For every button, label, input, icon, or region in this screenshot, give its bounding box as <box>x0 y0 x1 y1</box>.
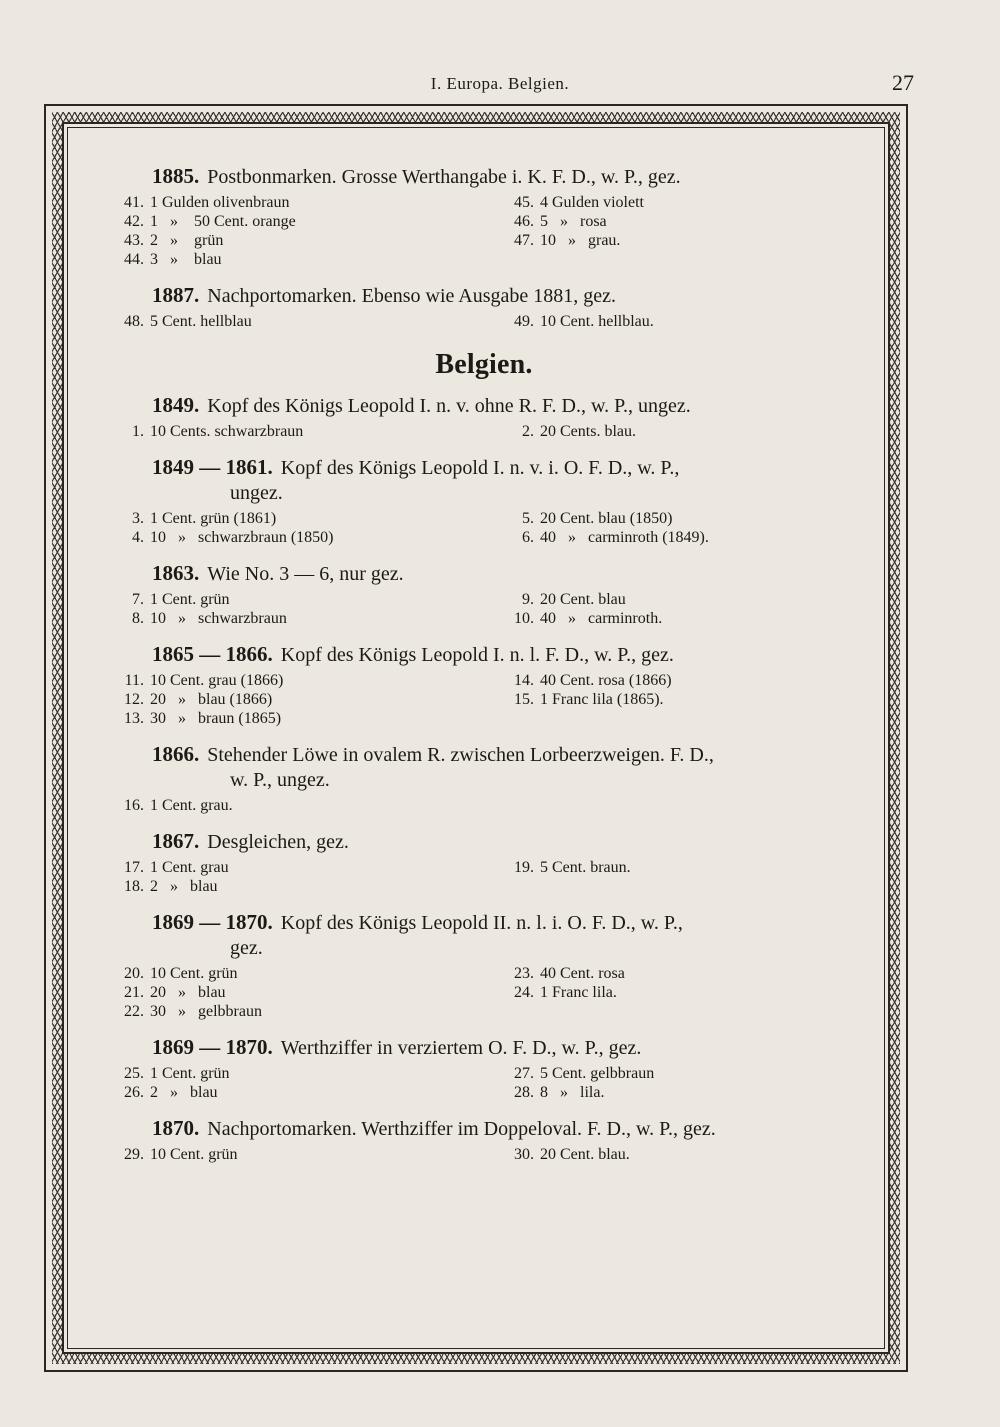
stamp-description: 10 Cents. schwarzbraun <box>150 423 304 440</box>
stamp-row <box>104 231 864 250</box>
stamp-list <box>104 509 864 547</box>
issue-section <box>104 393 864 441</box>
running-title: I. Europa. Belgien. <box>430 74 570 93</box>
stamp-number: 29. <box>124 1146 144 1163</box>
stamp-description: 40 » carminroth. <box>540 610 663 627</box>
stamp-row <box>104 983 864 1002</box>
stamp-description: 5 Cent. gelbbraun <box>540 1065 655 1082</box>
stamp-list <box>104 964 864 1021</box>
issue-section <box>104 742 864 815</box>
stamp-row <box>104 964 864 983</box>
stamp-entry <box>494 250 864 269</box>
page-number: 27 <box>892 70 914 95</box>
stamp-entry <box>104 858 494 877</box>
stamp-description: 1 » 50 Cent. orange <box>150 213 296 230</box>
stamp-description: 20 » blau (1866) <box>150 691 273 708</box>
stamp-number: 11. <box>124 672 144 689</box>
stamp-entry <box>104 193 494 212</box>
issue-heading <box>104 455 864 506</box>
issue-heading <box>104 910 864 961</box>
stamp-number: 1. <box>132 423 144 440</box>
issue-year: 1870. <box>152 1116 200 1140</box>
stamp-number <box>494 796 534 815</box>
issue-title-continuation: w. P., ungez. <box>230 769 330 791</box>
stamp-number <box>494 250 534 269</box>
stamp-entry <box>104 590 494 609</box>
issue-heading <box>104 1035 864 1061</box>
stamp-entry <box>104 1083 494 1102</box>
stamp-entry <box>494 964 864 983</box>
stamp-entry <box>494 671 864 690</box>
sections-before <box>104 164 864 331</box>
issue-year: 1867. <box>152 829 200 853</box>
sections-belgien <box>104 393 864 1164</box>
stamp-list <box>104 671 864 728</box>
stamp-number: 28. <box>514 1084 534 1101</box>
country-title: Belgien. <box>435 349 533 380</box>
stamp-row <box>104 212 864 231</box>
stamp-number: 26. <box>124 1084 144 1101</box>
stamp-number: 41. <box>124 194 144 211</box>
stamp-entry <box>494 509 864 528</box>
stamp-description: 1 Cent. grün (1861) <box>150 510 277 527</box>
issue-section <box>104 910 864 1021</box>
stamp-description: 4 Gulden violett <box>540 194 644 211</box>
stamp-description: 20 Cent. blau <box>540 591 626 608</box>
stamp-number: 19. <box>514 859 534 876</box>
issue-section <box>104 829 864 896</box>
issue-heading <box>104 642 864 668</box>
stamp-list <box>104 193 864 269</box>
issue-title: Desgleichen, gez. <box>207 831 349 853</box>
stamp-number: 49. <box>514 313 534 330</box>
stamp-row <box>104 709 864 728</box>
issue-title: Nachportomarken. Ebenso wie Ausgabe 1881, gez. <box>207 285 617 307</box>
running-head <box>0 70 1000 100</box>
stamp-row <box>104 422 864 441</box>
issue-title: Nachportomarken. Werthziffer im Doppeloval. F. D., w. P., gez. <box>207 1118 716 1140</box>
issue-heading <box>104 283 864 309</box>
stamp-number: 15. <box>514 691 534 708</box>
issue-title: Werthziffer in verziertem O. F. D., w. P., gez. <box>280 1037 642 1059</box>
stamp-description: 1 Cent. grün <box>150 591 230 608</box>
stamp-description: 5 Cent. braun. <box>540 859 631 876</box>
stamp-description: 20 » blau <box>150 984 226 1001</box>
stamp-number: 9. <box>522 591 534 608</box>
stamp-description: 30 » braun (1865) <box>150 710 282 727</box>
stamp-entry <box>104 1064 494 1083</box>
stamp-number: 47. <box>514 232 534 249</box>
stamp-number: 3. <box>132 510 144 527</box>
stamp-entry <box>494 212 864 231</box>
stamp-list <box>104 590 864 628</box>
stamp-entry <box>494 1064 864 1083</box>
stamp-entry <box>494 231 864 250</box>
issue-title: Stehender Löwe in ovalem R. zwischen Lorbeerzweigen. F. D., <box>207 744 714 766</box>
issue-heading <box>104 393 864 419</box>
stamp-description: 10 Cent. hellblau. <box>540 313 654 330</box>
stamp-description: 5 Cent. hellblau <box>150 313 252 330</box>
stamp-description: 10 » schwarzbraun (1850) <box>150 529 334 546</box>
stamp-description: 30 » gelbbraun <box>150 1003 262 1020</box>
stamp-row <box>104 796 864 815</box>
issue-section <box>104 455 864 547</box>
stamp-number: 18. <box>124 878 144 895</box>
stamp-number <box>494 1002 534 1021</box>
stamp-entry <box>494 709 864 728</box>
stamp-entry <box>494 193 864 212</box>
issue-year: 1885. <box>152 164 200 188</box>
stamp-entry <box>104 528 494 547</box>
stamp-description: 1 Cent. grau. <box>150 797 233 814</box>
issue-year: 1887. <box>152 283 200 307</box>
issue-year: 1869 — 1870. <box>152 1035 273 1059</box>
stamp-row <box>104 250 864 269</box>
stamp-description: 20 Cents. blau. <box>540 423 636 440</box>
stamp-number: 8. <box>132 610 144 627</box>
stamp-description: 1 Cent. grau <box>150 859 229 876</box>
stamp-entry <box>494 1083 864 1102</box>
stamp-entry <box>104 709 494 728</box>
issue-heading <box>104 561 864 587</box>
stamp-row <box>104 590 864 609</box>
stamp-entry <box>494 528 864 547</box>
stamp-entry <box>494 1145 864 1164</box>
stamp-entry <box>494 312 864 331</box>
stamp-entry <box>104 964 494 983</box>
stamp-number: 4. <box>132 529 144 546</box>
stamp-entry <box>494 690 864 709</box>
stamp-entry <box>104 509 494 528</box>
stamp-description: 40 » carminroth (1849). <box>540 529 709 546</box>
stamp-entry <box>104 671 494 690</box>
stamp-entry <box>104 231 494 250</box>
issue-year: 1865 — 1866. <box>152 642 273 666</box>
stamp-number: 7. <box>132 591 144 608</box>
stamp-row <box>104 1083 864 1102</box>
stamp-number: 43. <box>124 232 144 249</box>
stamp-number: 42. <box>124 213 144 230</box>
stamp-description: 1 Gulden olivenbraun <box>150 194 290 211</box>
stamp-entry <box>104 1145 494 1164</box>
stamp-entry <box>104 796 494 815</box>
stamp-number: 5. <box>522 510 534 527</box>
issue-heading <box>104 1116 864 1142</box>
stamp-entry <box>494 1002 864 1021</box>
stamp-description: 2 » blau <box>150 1084 218 1101</box>
stamp-number: 25. <box>124 1065 144 1082</box>
stamp-number: 27. <box>514 1065 534 1082</box>
stamp-entry <box>494 590 864 609</box>
issue-year: 1866. <box>152 742 200 766</box>
stamp-number: 6. <box>522 529 534 546</box>
stamp-number <box>494 877 534 896</box>
issue-title-continuation: gez. <box>230 937 263 959</box>
issue-title: Wie No. 3 — 6, nur gez. <box>207 563 404 585</box>
stamp-number: 12. <box>124 691 144 708</box>
stamp-description: 2 » grün <box>150 232 224 249</box>
issue-section <box>104 283 864 331</box>
issue-section <box>104 561 864 628</box>
stamp-list <box>104 858 864 896</box>
stamp-number: 16. <box>124 797 144 814</box>
stamp-list <box>104 796 864 815</box>
stamp-entry <box>104 609 494 628</box>
issue-heading <box>104 742 864 793</box>
stamp-description: 10 » grau. <box>540 232 621 249</box>
stamp-entry <box>494 877 864 896</box>
stamp-entry <box>104 690 494 709</box>
stamp-number: 17. <box>124 859 144 876</box>
stamp-row <box>104 671 864 690</box>
stamp-entry <box>494 858 864 877</box>
stamp-number: 21. <box>124 984 144 1001</box>
stamp-number: 23. <box>514 965 534 982</box>
issue-heading <box>104 829 864 855</box>
issue-section <box>104 642 864 728</box>
stamp-number: 22. <box>124 1003 144 1020</box>
stamp-description: 10 » schwarzbraun <box>150 610 287 627</box>
stamp-number: 13. <box>124 710 144 727</box>
stamp-list <box>104 422 864 441</box>
stamp-row <box>104 528 864 547</box>
stamp-number: 44. <box>124 251 144 268</box>
stamp-entry <box>494 796 864 815</box>
stamp-description: 2 » blau <box>150 878 218 895</box>
stamp-number: 46. <box>514 213 534 230</box>
stamp-entry <box>494 609 864 628</box>
stamp-entry <box>104 422 494 441</box>
issue-title: Postbonmarken. Grosse Werthangabe i. K. F. D., w. P., gez. <box>207 166 681 188</box>
stamp-description: 40 Cent. rosa <box>540 965 625 982</box>
issue-section <box>104 1116 864 1164</box>
stamp-number: 45. <box>514 194 534 211</box>
stamp-description: 1 Franc lila (1865). <box>540 691 664 708</box>
stamp-number <box>494 709 534 728</box>
stamp-list <box>104 1145 864 1164</box>
stamp-entry <box>104 250 494 269</box>
stamp-number: 30. <box>514 1146 534 1163</box>
issue-title: Kopf des Königs Leopold II. n. l. i. O. F. D., w. P., <box>280 912 683 934</box>
issue-title: Kopf des Königs Leopold I. n. v. i. O. F. D., w. P., <box>280 457 680 479</box>
stamp-entry <box>104 1002 494 1021</box>
stamp-entry <box>104 212 494 231</box>
stamp-number: 14. <box>514 672 534 689</box>
stamp-row <box>104 312 864 331</box>
stamp-row <box>104 193 864 212</box>
issue-year: 1849. <box>152 393 200 417</box>
issue-section <box>104 164 864 269</box>
stamp-description: 5 » rosa <box>540 213 607 230</box>
stamp-row <box>104 1064 864 1083</box>
stamp-row <box>104 690 864 709</box>
stamp-entry <box>104 983 494 1002</box>
issue-year: 1869 — 1870. <box>152 910 273 934</box>
issue-heading <box>104 164 864 190</box>
stamp-entry <box>104 312 494 331</box>
stamp-description: 10 Cent. grün <box>150 1146 238 1163</box>
stamp-number: 2. <box>522 423 534 440</box>
stamp-list <box>104 312 864 331</box>
stamp-row <box>104 877 864 896</box>
issue-year: 1849 — 1861. <box>152 455 273 479</box>
stamp-description: 10 Cent. grün <box>150 965 238 982</box>
stamp-number: 10. <box>514 610 534 627</box>
stamp-row <box>104 609 864 628</box>
stamp-number: 20. <box>124 965 144 982</box>
stamp-number: 24. <box>514 984 534 1001</box>
page-content <box>104 164 864 1178</box>
issue-year: 1863. <box>152 561 200 585</box>
stamp-list <box>104 1064 864 1102</box>
stamp-description: 20 Cent. blau (1850) <box>540 510 673 527</box>
stamp-row <box>104 1145 864 1164</box>
stamp-description: 1 Cent. grün <box>150 1065 230 1082</box>
stamp-number: 48. <box>124 313 144 330</box>
stamp-row <box>104 1002 864 1021</box>
issue-title-continuation: ungez. <box>230 482 283 504</box>
stamp-description: 3 » blau <box>150 251 222 268</box>
stamp-description: 10 Cent. grau (1866) <box>150 672 284 689</box>
stamp-row <box>104 509 864 528</box>
issue-section <box>104 1035 864 1102</box>
issue-title: Kopf des Königs Leopold I. n. l. F. D., w. P., gez. <box>280 644 674 666</box>
stamp-description: 8 » lila. <box>540 1084 605 1101</box>
issue-title: Kopf des Königs Leopold I. n. v. ohne R. F. D., w. P., ungez. <box>207 395 691 417</box>
stamp-entry <box>104 877 494 896</box>
stamp-description: 20 Cent. blau. <box>540 1146 630 1163</box>
stamp-row <box>104 858 864 877</box>
stamp-entry <box>494 422 864 441</box>
stamp-description: 40 Cent. rosa (1866) <box>540 672 672 689</box>
stamp-entry <box>494 983 864 1002</box>
stamp-description: 1 Franc lila. <box>540 984 617 1001</box>
